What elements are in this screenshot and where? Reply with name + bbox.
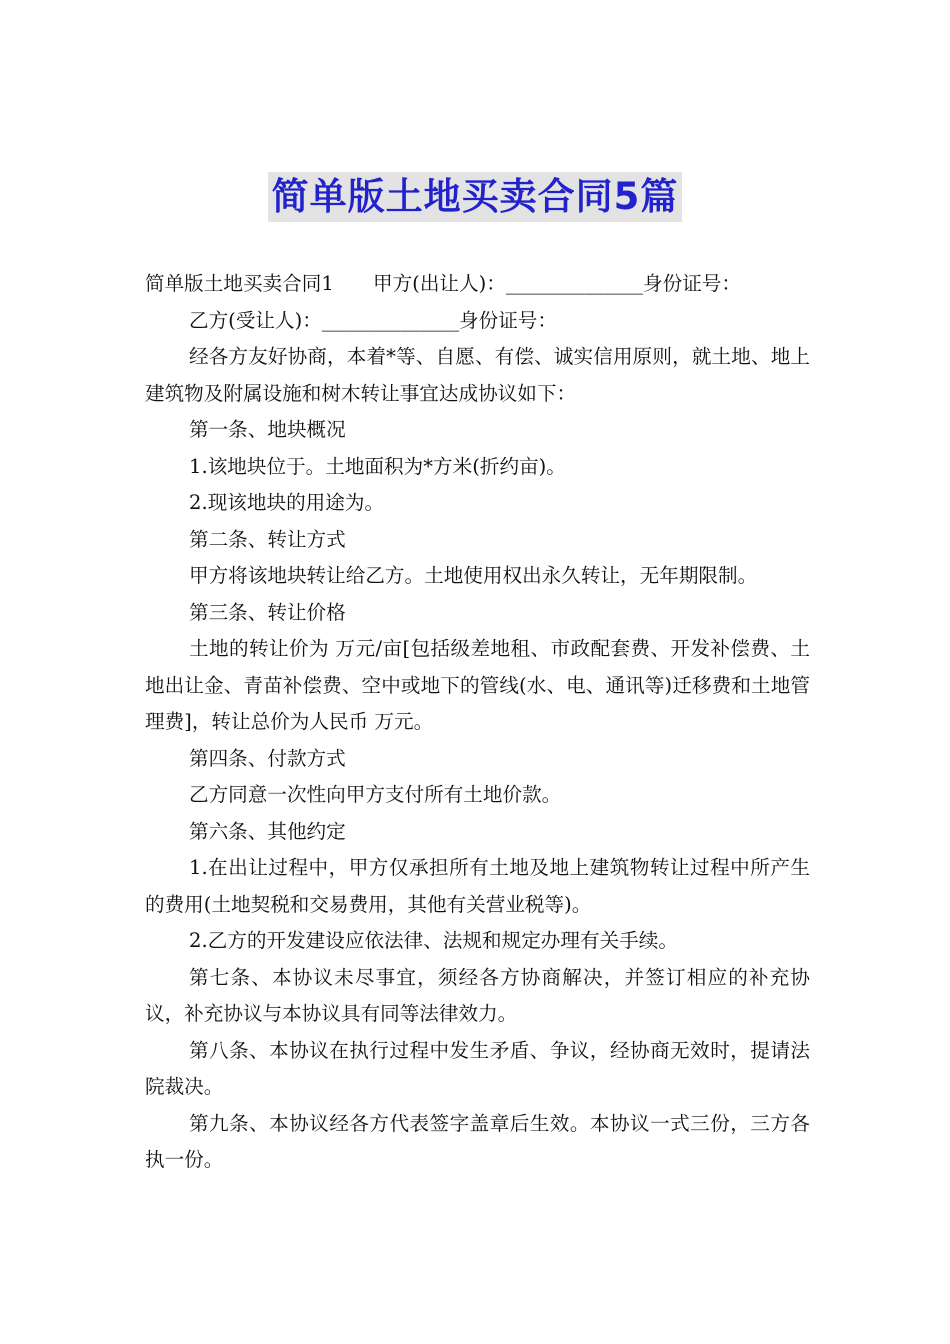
section-heading: 第一条、地块概况 <box>189 418 346 441</box>
section-heading: 第三条、转让价格 <box>189 600 346 624</box>
paragraph: 第九条、本协议经各方代表签字盖章后生效。本协议一式三份，三方各执一份。 <box>145 1111 810 1171</box>
document-body <box>145 266 810 1179</box>
paragraph: 甲方将该地块转让给乙方。土地使用权出永久转让，无年期限制。 <box>189 564 758 587</box>
section-heading: 第四条、付款方式 <box>189 746 346 770</box>
paragraph: 第八条、本协议在执行过程中发生矛盾、争议，经协商无效时，提请法院裁决。 <box>145 1038 810 1098</box>
paragraph: 土地的转让价为 万元/亩[包括级差地租、市政配套费、开发补偿费、土地出让金、青苗补偿费、空中或地下的管线(水、电、通讯等)迁移费和土地管理费]，转让总价为人民币 万元。 <box>145 637 810 733</box>
paragraph: 乙方同意一次性向甲方支付所有土地价款。 <box>189 783 562 806</box>
paragraph: 2.现该地块的用途为。 <box>189 491 385 514</box>
paragraph: 2.乙方的开发建设应依法律、法规和规定办理有关手续。 <box>189 929 678 952</box>
paragraph: 简单版土地买卖合同1 甲方(出让人)：______________身份证号： <box>145 272 741 295</box>
section-heading: 第六条、其他约定 <box>189 819 346 843</box>
paragraph: 经各方友好协商，本着*等、自愿、有偿、诚实信用原则，就土地、地上建筑物及附属设施和树木转让事宜达成协议如下： <box>145 345 810 405</box>
paragraph: 第七条、本协议未尽事宜，须经各方协商解决，并签订相应的补充协议，补充协议与本协议具有同等法律效力。 <box>145 965 810 1025</box>
section-heading: 第二条、转让方式 <box>189 527 346 551</box>
paragraph: 乙方(受让人)：______________身份证号： <box>189 308 557 332</box>
paragraph: 1.在出让过程中，甲方仅承担所有土地及地上建筑物转让过程中所产生的费用(土地契税和交易费用，其他有关营业税等)。 <box>145 856 810 916</box>
title-container <box>0 172 950 222</box>
paragraph: 1.该地块位于。土地面积为*方米(折约亩)。 <box>189 454 566 478</box>
document-title: 简单版土地买卖合同5篇 <box>268 172 683 222</box>
